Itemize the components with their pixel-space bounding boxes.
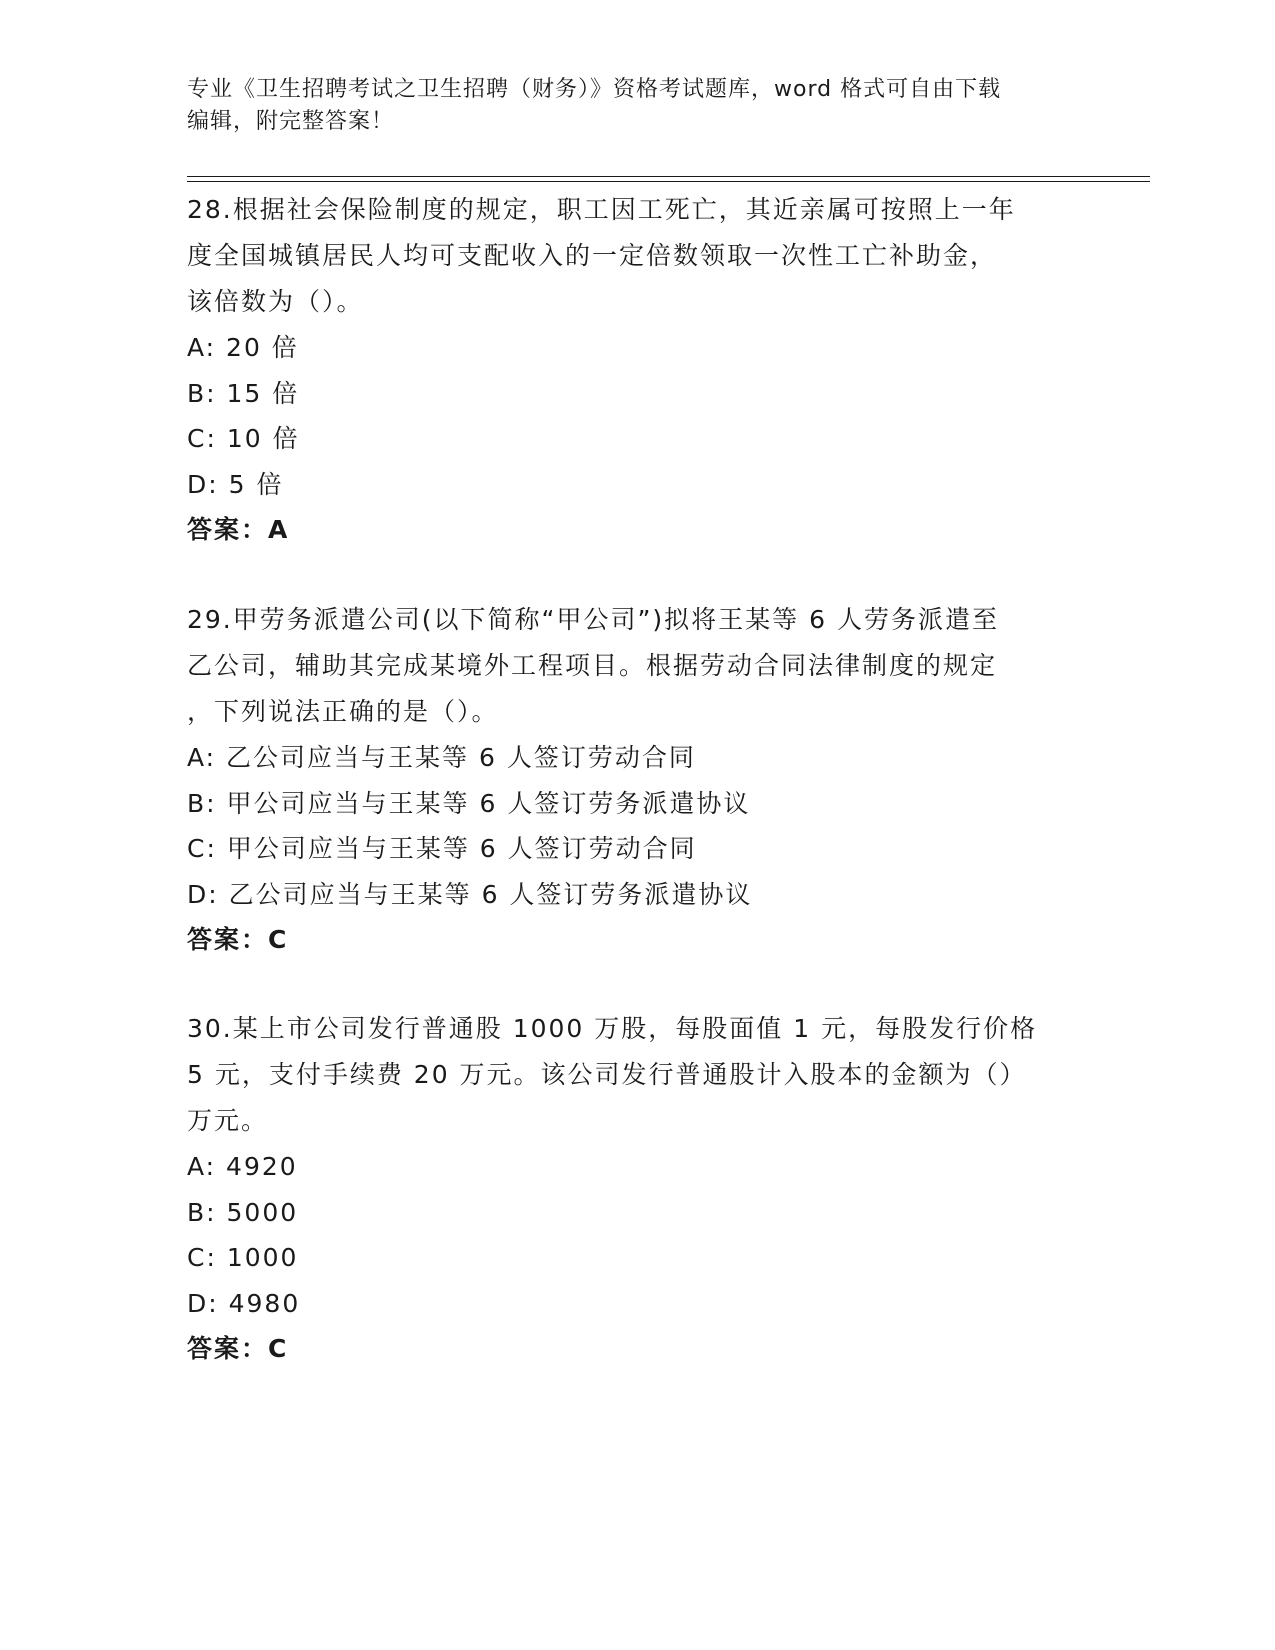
answer-label: 答案：C <box>187 1334 289 1363</box>
question-stem-line: 万元。 <box>187 1106 269 1135</box>
option-c: C: 1000 <box>187 1243 299 1272</box>
option-b: B: 甲公司应当与王某等 6 人签订劳务派遣协议 <box>187 788 751 818</box>
option-d: D: 5 倍 <box>187 469 284 499</box>
question-stem-line: ，下列说法正确的是（）。 <box>187 697 499 726</box>
answer-label: 答案：A <box>187 515 290 544</box>
answer-label: 答案：C <box>187 925 289 954</box>
question-29 <box>187 597 1087 963</box>
option-d: D: 4980 <box>187 1288 301 1318</box>
question-stem-line: 乙公司，辅助其完成某境外工程项目。根据劳动合同法律制度的规定 <box>187 651 998 680</box>
question-stem-line: 29.甲劳务派遣公司(以下简称“甲公司”)拟将王某等 6 人劳务派遣至 <box>187 605 999 634</box>
document-header <box>187 74 1087 138</box>
option-a: A: 乙公司应当与王某等 6 人签订劳动合同 <box>187 743 696 772</box>
option-c: C: 甲公司应当与王某等 6 人签订劳动合同 <box>187 834 697 863</box>
option-b: B: 15 倍 <box>187 378 300 408</box>
option-a: A: 4920 <box>187 1152 298 1181</box>
question-28 <box>187 187 1087 553</box>
question-stem-line: 30.某上市公司发行普通股 1000 万股，每股面值 1 元，每股发行价格 <box>187 1014 1038 1043</box>
header-divider-top <box>187 176 1150 177</box>
header-divider-bottom <box>187 181 1150 182</box>
option-d: D: 乙公司应当与王某等 6 人签订劳务派遣协议 <box>187 879 753 909</box>
option-a: A: 20 倍 <box>187 333 299 362</box>
option-b: B: 5000 <box>187 1197 299 1227</box>
question-30 <box>187 1006 1087 1372</box>
header-line-1: 专业《卫生招聘考试之卫生招聘（财务）》资格考试题库，word 格式可自由下载 <box>187 77 1002 102</box>
question-stem-line: 度全国城镇居民人均可支配收入的一定倍数领取一次性工亡补助金， <box>187 241 998 270</box>
option-c: C: 10 倍 <box>187 424 300 453</box>
question-stem-line: 28.根据社会保险制度的规定，职工因工死亡，其近亲属可按照上一年 <box>187 195 1016 224</box>
header-line-2: 编辑，附完整答案！ <box>187 109 395 134</box>
question-stem-line: 5 元，支付手续费 20 万元。该公司发行普通股计入股本的金额为（） <box>187 1060 1027 1089</box>
question-stem-line: 该倍数为（）。 <box>187 287 364 316</box>
